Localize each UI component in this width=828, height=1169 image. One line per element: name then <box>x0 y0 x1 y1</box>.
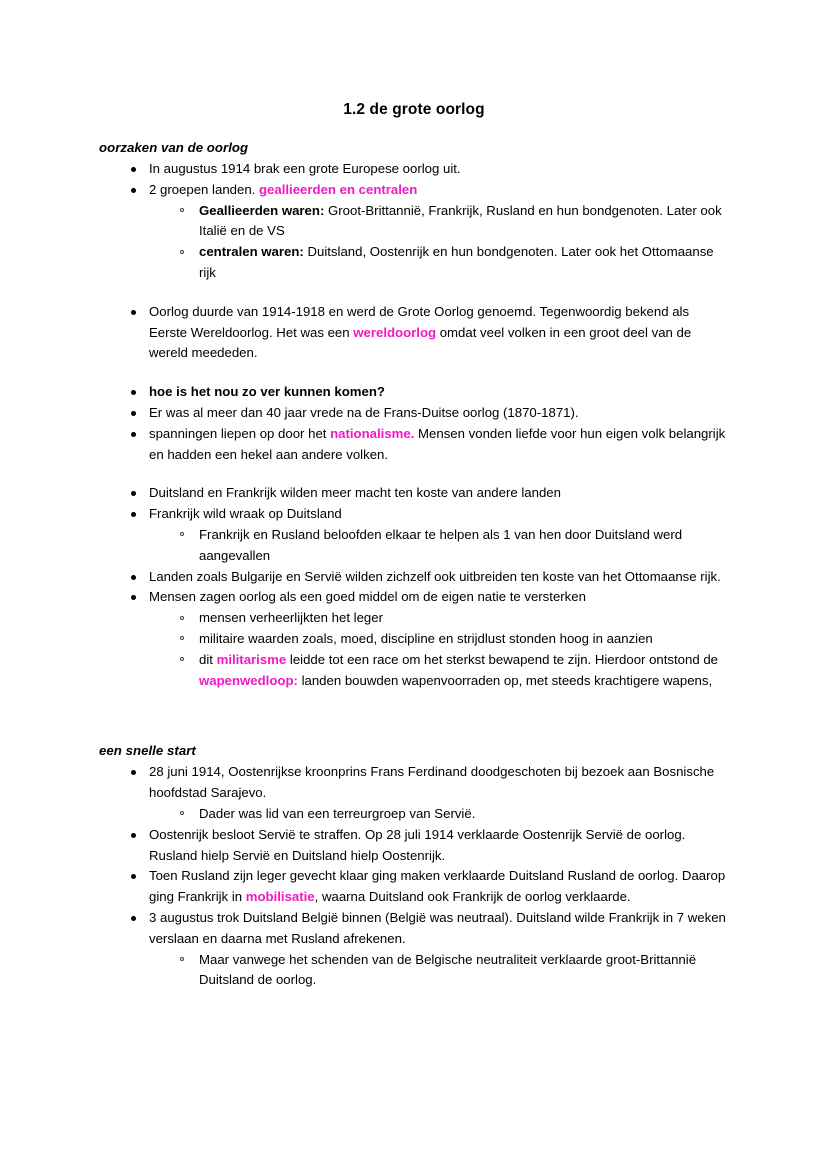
bullet-text: militaire waarden zoals, moed, discipline en strijdlust stonden hoog in aanzien <box>199 630 653 646</box>
list-item <box>149 804 729 825</box>
section-spacer-2 <box>99 727 729 741</box>
list-item <box>149 242 729 284</box>
bullet-list-oorzaken-4 <box>99 483 729 691</box>
list-item <box>99 866 729 908</box>
bullet-text: hoe is het nou zo ver kunnen komen? <box>149 384 385 400</box>
document-body <box>99 138 729 991</box>
bullet-text: Oostenrijk besloot Servië te straffen. Op 28 juli 1914 verklaarde Oostenrijk Servië de oorlog. Rusland hielp Servië en Duitsland hielp Oostenrijk. <box>149 826 686 863</box>
bullet-text: spanningen liepen op door het <box>149 425 331 441</box>
highlight-term: wereldoorlog <box>353 324 437 340</box>
section-spacer <box>99 691 729 727</box>
bullet-text: Er was al meer dan 40 jaar vrede na de Frans-Duitse oorlog (1870-1871). <box>149 404 579 420</box>
highlight-term: militarisme <box>216 651 287 667</box>
list-item <box>149 629 729 650</box>
list-item <box>99 762 729 824</box>
term-definition: Duitsland, Oostenrijk en hun bondgenoten. Later ook het Ottomaanse rijk <box>199 244 714 280</box>
paragraph-spacer <box>99 284 729 302</box>
bullet-text: Frankrijk en Rusland beloofden elkaar te helpen als 1 van hen door Duitsland werd aangevallen <box>199 526 683 563</box>
highlight-term: geallieerden en centralen <box>259 181 418 197</box>
bullet-text: Toen Rusland zijn leger gevecht klaar ging maken verklaarde Duitsland Rusland de oorlog. Daarop ging Frankrijk in <box>149 868 726 905</box>
bullet-list-oorzaken-3 <box>99 382 729 465</box>
bullet-text: Mensen zagen oorlog als een goed middel om de eigen natie te versterken <box>149 589 586 605</box>
bullet-text: dit <box>199 651 217 667</box>
list-item-question <box>99 382 729 403</box>
paragraph-spacer <box>99 364 729 382</box>
term-definition: Groot-Brittannië, Frankrijk, Rusland en hun bondgenoten. Later ook Italië en de VS <box>199 202 722 239</box>
bullet-text: Frankrijk wild wraak op Duitsland <box>149 506 342 522</box>
page-title: 1.2 de grote oorlog <box>343 101 485 118</box>
term-label: centralen waren: <box>199 244 304 260</box>
bullet-text: In augustus 1914 brak een grote Europese oorlog uit. <box>149 161 461 176</box>
section-heading-oorzaken: oorzaken van de oorlog <box>99 140 249 155</box>
sublist-belgie <box>149 950 729 992</box>
highlight-term: wapenwedloop: <box>199 672 298 688</box>
list-item <box>99 483 729 504</box>
bullet-list-oorzaken-2 <box>99 302 729 364</box>
bullet-text-cont: , waarna Duitsland ook Frankrijk de oorlog verklaarde. <box>314 889 631 905</box>
bullet-text: Duitsland en Frankrijk wilden meer macht ten koste van andere landen <box>149 485 561 501</box>
bullet-text: Dader was lid van een terreurgroep van Servië. <box>199 805 476 821</box>
sublist-dader <box>149 804 729 825</box>
list-item <box>99 567 729 588</box>
list-item <box>99 180 729 284</box>
list-item <box>149 525 729 567</box>
bullet-text: Maar vanwege het schenden van de Belgische neutraliteit verklaarde groot-Brittannië Duitsland de oorlog. <box>199 951 697 988</box>
list-item <box>99 424 729 466</box>
bullet-list-snelle-start <box>99 762 729 991</box>
bullet-text: Oorlog duurde van 1914-1918 en werd de Grote Oorlog genoemd. Tegenwoordig bekend als Eerste Wereldoorlog. Het was een <box>149 303 690 340</box>
list-item <box>149 650 729 692</box>
sublist-frankrijk <box>149 525 729 567</box>
bullet-list-oorzaken-1 <box>99 159 729 284</box>
bullet-text: 2 groepen landen. <box>149 181 259 197</box>
sublist-groepen <box>149 201 729 284</box>
section-heading-snelle-start: een snelle start <box>99 743 196 759</box>
bullet-text: 28 juni 1914, Oostenrijkse kroonprins Frans Ferdinand doodgeschoten bij bezoek aan Bosnische hoofdstad Sarajevo. <box>149 764 715 801</box>
bullet-text: mensen verheerlijkten het leger <box>199 610 383 626</box>
bullet-text: Landen zoals Bulgarije en Servië wilden zichzelf ook uitbreiden ten koste van het Ottomaanse rijk. <box>149 568 721 584</box>
paragraph-spacer <box>99 465 729 483</box>
highlight-term: mobilisatie <box>245 889 315 905</box>
list-item <box>149 201 729 243</box>
list-item <box>99 159 729 180</box>
list-item <box>99 587 729 691</box>
bullet-text-cont2: landen bouwden wapenvoorraden op, met steeds krachtigere wapens, <box>297 672 713 688</box>
list-item <box>99 504 729 566</box>
bullet-text-cont: omdat veel volken in een groot deel van de wereld meededen. <box>149 324 692 361</box>
term-label: Geallieerden waren: <box>199 202 325 218</box>
list-item <box>99 825 729 867</box>
list-item <box>99 302 729 364</box>
list-item <box>99 908 729 991</box>
bullet-text-cont: Mensen vonden liefde voor hun eigen volk belangrijk en hadden een hekel aan andere volken. <box>149 425 726 462</box>
highlight-term: nationalisme. <box>330 425 415 441</box>
bullet-text-cont: leidde tot een race om het sterkst bewapend te zijn. Hierdoor ontstond de <box>286 651 719 667</box>
list-item <box>149 950 729 992</box>
sublist-militarisme <box>149 608 729 691</box>
list-item <box>99 403 729 424</box>
bullet-text: 3 augustus trok Duitsland België binnen (België was neutraal). Duitsland wilde Frankrijk in 7 weken verslaan en daarna met Rusland afrekenen. <box>149 909 726 946</box>
list-item <box>149 608 729 629</box>
